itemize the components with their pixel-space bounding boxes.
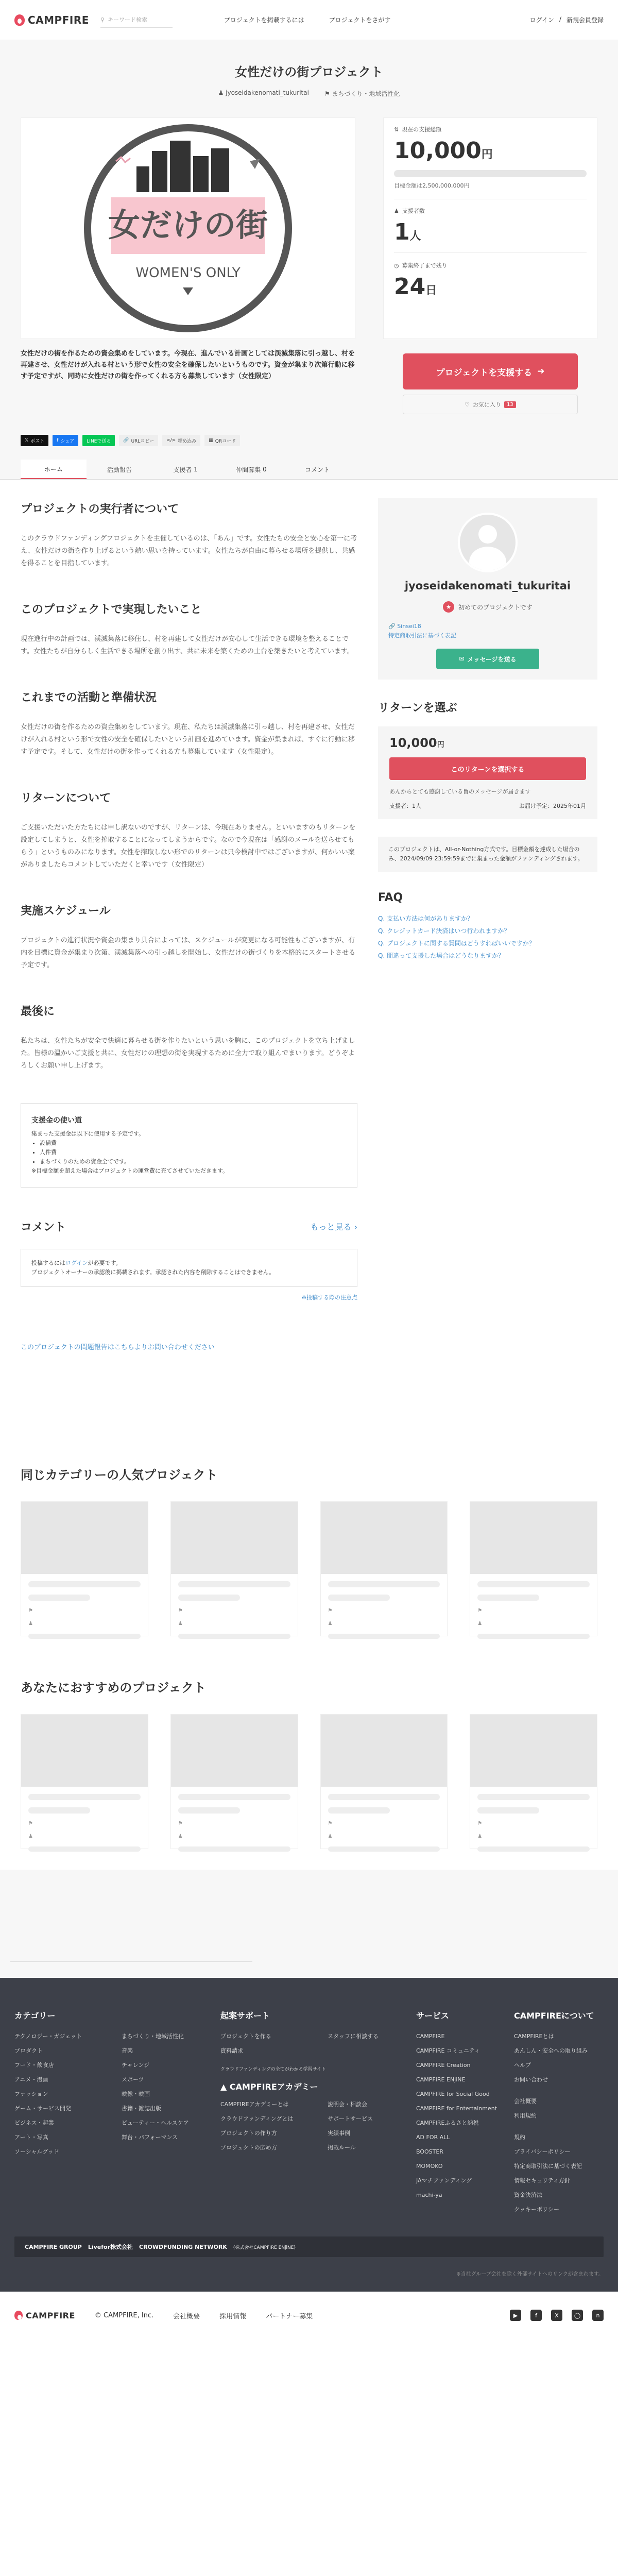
faq-item[interactable]: Q. クレジットカード決済はいつ行われますか？ bbox=[378, 927, 510, 935]
mail-icon: ✉ bbox=[459, 655, 465, 663]
footer-link[interactable]: 資金決済法 bbox=[514, 2192, 542, 2198]
faq-heading: FAQ bbox=[378, 891, 403, 904]
footer-link[interactable]: プロジェクトを作る bbox=[220, 2033, 271, 2040]
comment-rules-link[interactable]: ※投稿する際の注意点 bbox=[301, 1294, 357, 1301]
footer-link[interactable]: BOOSTER bbox=[416, 2148, 443, 2155]
footer-link[interactable]: 書籍・雑誌出版 bbox=[122, 2105, 161, 2112]
login-link-inline[interactable]: ログイン bbox=[65, 1260, 88, 1266]
faq-item[interactable]: Q. 間違って支援した場合はどうなりますか？ bbox=[378, 952, 505, 959]
section-text: プロジェクトの進行状況や資金の集まり具合によっては、スケジュールが変更になる可能性もございますが、有内を目標に資金が集まり次第、渓滅集落への引っ越しを開始し、女性だけの街づくりを本格的にスタートさせる予定です。 bbox=[21, 937, 356, 969]
project-card-placeholder[interactable]: ⚑ ♟ bbox=[21, 1714, 148, 1849]
section-text: このクラウドファンディングプロジェクトを主催しているのは、「あん」です。女性たちの安全と安心を第一に考え、女性だけの街を作り上げるという熱い思いを持っています。女性たちが自由に暮らせる場所を提供し、共感を得ることを目指しています。 bbox=[21, 535, 357, 567]
section-heading: プロジェクトの実行者について bbox=[21, 503, 179, 516]
footer-link[interactable]: 映像・映画 bbox=[122, 2091, 150, 2097]
progress-bar bbox=[394, 170, 587, 177]
site-footer: カテゴリー テクノロジー・ガジェット プロダクト フード・飲食店 アニメ・漫画 ファッション ゲーム・サービス開発 ビジネス・起業 アート・写真 ソーシャルグッド まちづくり・地域活性化 音楽 チャレンジ スポーツ 映像・映画 書籍・雑誌出版 ビューティー・ヘルスケア 舞台・パフォーマンス 起案サポート プロジェクトを作る 資料請求 スタッフに相談する クラウドファンディングの全てがわかる学習サイト ▲ CAMPFIREアカデミー CAMPFIREアカデミーとは クラウドファンディングとは プロジェクトの作り方 プロジェクトの広め方 説明会・相談会 サポートサービス 実績事例 掲載ルール サービス CAMPFIRE CAMPFIRE コミュニティ CAMPFIRE Creation CAMPFIRE ENjiNE CAMPFIRE for Social Good CAMPFIRE for Entertainment CAMPFIREふるさと納税 AD FOR ALL BOOSTER MOMOKO JAマチファンディング machi-ya CAMPFIREについて CAMPFIREとは あんしん・安全への取り組み ヘルプ お問い合わせ 会社概要 利用規約 規約 プライバシーポリシー 特定商取引法に基づく表記 情報セキュリティ方針 資金決済法 クッキーポリシー CAMPFIRE GROUP Livefor株式会社 CROWDFUNDING NETWORK (株式会社CAMPFIRE ENjiNE) ※当社グループ会社を除く外部サイトへのリンクが含まれます。 bbox=[0, 1978, 618, 2292]
footer-link[interactable]: まちづくり・地域活性化 bbox=[122, 2033, 184, 2040]
footer-link[interactable]: 利用規約 bbox=[514, 2112, 537, 2119]
footer-link[interactable]: ビューティー・ヘルスケア bbox=[122, 2120, 189, 2126]
faq-item[interactable]: Q. 支払い方法は何がありますか？ bbox=[378, 915, 474, 922]
footer-link[interactable]: CAMPFIRE for Social Good bbox=[416, 2091, 490, 2097]
footer-link[interactable]: クラウドファンディングとは bbox=[220, 2115, 294, 2122]
campfire-logo[interactable]: CAMPFIRE bbox=[14, 14, 89, 26]
footer-link[interactable]: MOMOKO bbox=[416, 2163, 443, 2170]
footer-bottom: CAMPFIRE © CAMPFIRE, Inc. 会社概要 採用情報 パートナー募集 ▶ f X ◯ n bbox=[0, 2292, 618, 2339]
tab-recruit[interactable]: 仲間募集 0 bbox=[236, 466, 267, 473]
svg-text:WOMEN'S ONLY: WOMEN'S ONLY bbox=[135, 265, 241, 281]
youtube-icon[interactable]: ▶ bbox=[510, 2310, 521, 2321]
site-header: CAMPFIRE ⚲ キーワード検索 プロジェクトを掲載するには プロジェクトをさがす ログイン / 新規会員登録 bbox=[0, 0, 618, 40]
raised-label: ⇅ 現在の支援総額 bbox=[394, 126, 442, 133]
project-card-placeholder[interactable]: ⚑ ♟ bbox=[21, 1501, 148, 1636]
days-left: 24日 bbox=[394, 274, 437, 300]
owner-link[interactable]: 🔗 Sinsei18 bbox=[388, 623, 421, 630]
clock-icon: ◷ bbox=[394, 262, 399, 269]
footer-link[interactable]: プライバシーポリシー bbox=[514, 2148, 571, 2155]
footer-link[interactable]: AD FOR ALL bbox=[416, 2134, 450, 2141]
faq-item[interactable]: Q. プロジェクトに関する質問はどうすればいいですか？ bbox=[378, 940, 535, 947]
footer-link[interactable]: 規約 bbox=[514, 2134, 525, 2141]
comments-heading: コメント bbox=[21, 1221, 66, 1234]
tab-backers[interactable]: 支援者 1 bbox=[173, 466, 198, 473]
footer-link[interactable]: スポーツ bbox=[122, 2076, 144, 2083]
footer-link[interactable]: パートナー募集 bbox=[266, 2312, 313, 2320]
footer-link[interactable]: ゲーム・サービス開発 bbox=[14, 2105, 71, 2112]
footer-link[interactable]: お問い合わせ bbox=[514, 2076, 548, 2083]
footer-link[interactable]: アート・写真 bbox=[14, 2134, 48, 2141]
footer-link[interactable]: あんしん・安全への取り組み bbox=[514, 2047, 588, 2054]
campfire-logo-footer[interactable]: CAMPFIRE bbox=[14, 2311, 75, 2320]
support-project-button[interactable]: プロジェクトを支援する ➜ bbox=[403, 353, 578, 389]
facebook-icon[interactable]: f bbox=[530, 2310, 542, 2321]
footer-link[interactable]: 採用情報 bbox=[219, 2312, 247, 2320]
people-icon: ♟ bbox=[394, 207, 399, 214]
x-icon[interactable]: X bbox=[551, 2310, 562, 2321]
project-hero bbox=[0, 40, 618, 480]
group-link[interactable]: CROWDFUNDING NETWORK bbox=[139, 2243, 227, 2250]
footer-link[interactable]: 会社概要 bbox=[173, 2312, 200, 2320]
footer-link[interactable]: 資料請求 bbox=[220, 2047, 243, 2054]
backers-count: 1人 bbox=[394, 219, 421, 245]
search-input[interactable]: ⚲ キーワード検索 bbox=[100, 12, 173, 28]
fund-usage-box: 支援金の使い道 集まった支援金は以下に使用する予定です。 • 設備費 • 人件費 • まちづくりのための資金全てです。 ※目標金額を超えた場合はプロジェクトの運営費に充てさせていただきます。 bbox=[21, 1103, 357, 1188]
tab-comments[interactable]: コメント bbox=[304, 466, 330, 473]
header-nav bbox=[224, 15, 391, 24]
project-main-image bbox=[21, 117, 355, 339]
share-x-button[interactable]: 𝕏 ポスト bbox=[21, 435, 48, 446]
footer-link[interactable]: フード・飲食店 bbox=[14, 2062, 54, 2069]
footer-link[interactable]: CAMPFIRE for Entertainment bbox=[416, 2105, 497, 2112]
heart-icon: ♡ bbox=[465, 401, 470, 408]
section-text: 女性だけの街を作るための資金集めをしています。現在、私たちは渓滅集落に引っ越し、村を再建させ、女性だけが入れる村という形で女性の安全を確保したいという計画を進めています。資金が集まれば、すぐに行動に移す予定です。そして、女性だけの街を作ってくれる方も募集しています（女性限定）。 bbox=[21, 723, 355, 756]
qr-code-button[interactable]: ▦ QRコード bbox=[204, 435, 240, 446]
owner-meta[interactable]: ♟ jyoseidakenomati_tukuritai bbox=[218, 89, 309, 96]
comment-login-notice: 投稿するにはログインが必要です。 プロジェクトオーナーの承認後に掲載されます。承認された内容を削除することはできません。 bbox=[21, 1249, 357, 1287]
svg-text:女だけの街: 女だけの街 bbox=[108, 206, 268, 244]
arrow-circle-icon: ➜ bbox=[537, 366, 545, 377]
note-icon[interactable]: n bbox=[592, 2310, 604, 2321]
section-heading: 実施スケジュール bbox=[21, 905, 111, 918]
footer-link[interactable]: プロジェクトの広め方 bbox=[220, 2144, 277, 2151]
footer-link[interactable]: 舞台・パフォーマンス bbox=[122, 2134, 178, 2141]
project-stats bbox=[383, 117, 597, 339]
footer-link[interactable]: アニメ・漫画 bbox=[14, 2076, 48, 2083]
nav-start-project[interactable]: プロジェクトを掲載するには bbox=[224, 16, 304, 24]
share-line-button[interactable]: LINEで送る bbox=[82, 435, 115, 446]
footer-link[interactable]: CAMPFIRE Creation bbox=[416, 2062, 471, 2069]
tab-home[interactable]: ホーム bbox=[21, 460, 87, 479]
flame-icon bbox=[14, 14, 25, 26]
section-text: 現在進行中の計画では、渓滅集落に移住し、村を再建して女性だけが安心して生活できる環境を整えることです。女性たちが自分らしく生活できる場所を創り出す、共に未来を築くための土台を築きたいと考えています。 bbox=[21, 635, 354, 655]
section-heading: リターンについて bbox=[21, 792, 111, 805]
footer-link[interactable]: 説明会・相談会 bbox=[328, 2101, 367, 2108]
academy-logo[interactable]: ▲ CAMPFIREアカデミー bbox=[220, 2082, 318, 2092]
section-heading: このプロジェクトで実現したいこと bbox=[21, 603, 202, 616]
section-text: ご支援いただいた方たちには申し訳ないのですが、リターンは、今現在ありません。といいますのもリターンを設定してしまうと、女性を搾取することになってしまうからです。なので今現在は「感謝のメールを送らせてもらう」というものみになります。女性を搾取しない形でのリターンは只今検討中ではございますが、何かいい案がありましたらコメントしていただくと幸いです（女性限定） bbox=[21, 824, 356, 869]
login-link[interactable]: ログイン bbox=[529, 16, 554, 24]
returns-heading: リターンを選ぶ bbox=[378, 702, 457, 715]
project-card-placeholder[interactable]: ⚑ ♟ bbox=[170, 1714, 298, 1849]
share-buttons bbox=[0, 414, 618, 452]
copy-url-button[interactable]: 🔗 URLコピー bbox=[119, 435, 158, 446]
spacer-band bbox=[0, 1870, 618, 1978]
project-card-placeholder[interactable]: ⚑ ♟ bbox=[320, 1501, 448, 1636]
project-card-placeholder[interactable]: ⚑ ♟ bbox=[470, 1501, 597, 1636]
report-link[interactable]: このプロジェクトの問題報告はこちらよりお問い合わせください bbox=[21, 1344, 215, 1351]
footer-link[interactable]: CAMPFIREふるさと納税 bbox=[416, 2120, 479, 2126]
footer-link[interactable]: 実績事例 bbox=[328, 2130, 350, 2137]
footer-link[interactable]: スタッフに相談する bbox=[328, 2033, 379, 2040]
register-link[interactable]: 新規会員登録 bbox=[566, 16, 604, 24]
footer-link[interactable]: プロジェクトの作り方 bbox=[220, 2130, 277, 2137]
footer-link[interactable]: 情報セキュリティ方針 bbox=[514, 2177, 570, 2184]
days-label: ◷ 募集終了まで残り bbox=[394, 252, 587, 269]
badge-icon: ★ bbox=[443, 601, 454, 613]
footer-link bbox=[514, 2123, 602, 2130]
all-or-nothing-note: このプロジェクトは、All-or-Nothing方式です。目標金額を達成した場合のみ、2024/09/09 23:59:59までに集まった金額がファンディングされます。 bbox=[378, 837, 597, 872]
embed-button[interactable]: </> 埋め込み bbox=[162, 435, 200, 446]
backers-label: ♟ 支援者数 bbox=[394, 207, 425, 214]
nav-find-project[interactable]: プロジェクトをさがす bbox=[329, 16, 391, 24]
group-bar: CAMPFIRE GROUP Livefor株式会社 CROWDFUNDING NETWORK (株式会社CAMPFIRE ENjiNE) bbox=[14, 2236, 604, 2257]
footer-link[interactable]: CAMPFIRE ENjiNE bbox=[416, 2076, 466, 2083]
footer-link[interactable]: 掲載ルール bbox=[328, 2144, 356, 2151]
footer-link[interactable]: CAMPFIRE bbox=[416, 2033, 445, 2040]
popular-projects-section: 同じカテゴリーの人気プロジェクト ⚑ ♟ ⚑ ♟ ⚑ ♟ ⚑ ♟ bbox=[0, 1444, 618, 1657]
footer-link bbox=[514, 2087, 602, 2094]
legal-link[interactable]: 特定商取引法に基づく表記 bbox=[388, 632, 456, 639]
footer-link[interactable]: CAMPFIREとは bbox=[514, 2033, 554, 2040]
footer-link[interactable]: テクノロジー・ガジェット bbox=[14, 2033, 82, 2040]
project-card-placeholder[interactable]: ⚑ ♟ bbox=[470, 1714, 597, 1849]
return-card[interactable]: 10,000円 このリターンを選択する あんからとても感謝している旨のメッセージが届きます 支援者：1人 お届け予定：2025年01月 bbox=[378, 726, 597, 819]
section-text: 私たちは、女性たちが安全で快適に暮らせる街を作りたいという思いを胸に、このプロジェクトを立ち上げました。皆様の温かいご支援と共に、女性だけの理想の街を実現するために全力で取り組んでまいります。どうぞよろしくお願い申し上げます。 bbox=[21, 1037, 355, 1070]
avatar[interactable] bbox=[458, 513, 518, 572]
recommended-projects-section: あなたにおすすめのプロジェクト ⚑ ♟ ⚑ ♟ ⚑ ♟ ⚑ ♟ bbox=[0, 1657, 618, 1870]
group-link[interactable]: Livefor株式会社 bbox=[88, 2244, 133, 2250]
raised-amount: 10,000円 bbox=[394, 138, 493, 164]
flame-icon bbox=[14, 2311, 23, 2320]
select-return-button[interactable]: このリターンを選択する bbox=[389, 757, 586, 780]
footer-link[interactable]: machi-ya bbox=[416, 2192, 442, 2198]
project-card-placeholder[interactable]: ⚑ ♟ bbox=[320, 1714, 448, 1849]
footer-link[interactable]: JAマチファンディング bbox=[416, 2177, 472, 2184]
section-heading: 最後に bbox=[21, 1005, 55, 1018]
footer-link[interactable]: 会社概要 bbox=[514, 2098, 537, 2105]
category-meta[interactable]: ⚑ まちづくり・地域活性化 bbox=[324, 90, 400, 97]
project-content bbox=[21, 480, 357, 1444]
project-summary: 女性だけの街を作るための資金集めをしています。今現在、進んでいる計画としては渓滅集落に引っ越し、村を再建させ、女性だけが入れる村という形で女性の安全を確保したいというものです。資金が集まり次第行動に移す予定ですが、同時に女性だけの街を作ってくれる方も募集しています（女性限定） bbox=[21, 350, 355, 380]
project-tabs bbox=[0, 452, 618, 480]
more-comments-link[interactable]: もっと見る › bbox=[310, 1222, 357, 1232]
send-message-button[interactable]: ✉ メッセージを送る bbox=[436, 649, 539, 669]
footer-link[interactable]: ヘルプ bbox=[514, 2062, 531, 2069]
footer-link[interactable]: 音楽 bbox=[122, 2047, 133, 2054]
instagram-icon[interactable]: ◯ bbox=[572, 2310, 583, 2321]
group-link[interactable]: (株式会社CAMPFIRE ENjiNE) bbox=[233, 2245, 296, 2250]
share-facebook-button[interactable]: f シェア bbox=[53, 435, 78, 446]
tab-activity[interactable]: 活動報告 bbox=[107, 466, 132, 473]
footer-link[interactable]: チャレンジ bbox=[122, 2062, 150, 2069]
favorite-button[interactable]: ♡ お気に入り 13 bbox=[403, 395, 578, 414]
goal-amount: 目標金額は2,500,000,000円 bbox=[394, 181, 587, 199]
section-heading: これまでの活動と準備状況 bbox=[21, 691, 157, 704]
search-icon: ⚲ bbox=[100, 16, 105, 23]
footer-link[interactable]: CAMPFIREアカデミーとは bbox=[220, 2101, 289, 2108]
sidebar bbox=[378, 480, 597, 1444]
footer-link[interactable]: クッキーポリシー bbox=[514, 2206, 559, 2213]
footer-link[interactable]: 特定商取引法に基づく表記 bbox=[514, 2163, 582, 2170]
footer-link[interactable]: ファッション bbox=[14, 2091, 48, 2097]
footer-link[interactable]: CAMPFIRE コミュニティ bbox=[416, 2047, 480, 2054]
footer-link[interactable]: サポートサービス bbox=[328, 2115, 373, 2122]
project-title: 女性だけの街プロジェクト bbox=[235, 65, 383, 79]
owner-card: jyoseidakenomati_tukuritai ★ 初めてのプロジェクトです 🔗 Sinsei18 特定商取引法に基づく表記 ✉ メッセージを送る bbox=[378, 498, 597, 680]
project-card-placeholder[interactable]: ⚑ ♟ bbox=[170, 1501, 298, 1636]
footer-link[interactable]: プロダクト bbox=[14, 2047, 43, 2054]
footer-link[interactable]: ビジネス・起業 bbox=[14, 2120, 54, 2126]
footer-link[interactable]: ソーシャルグッド bbox=[14, 2148, 59, 2155]
owner-name[interactable]: jyoseidakenomati_tukuritai bbox=[404, 580, 571, 592]
